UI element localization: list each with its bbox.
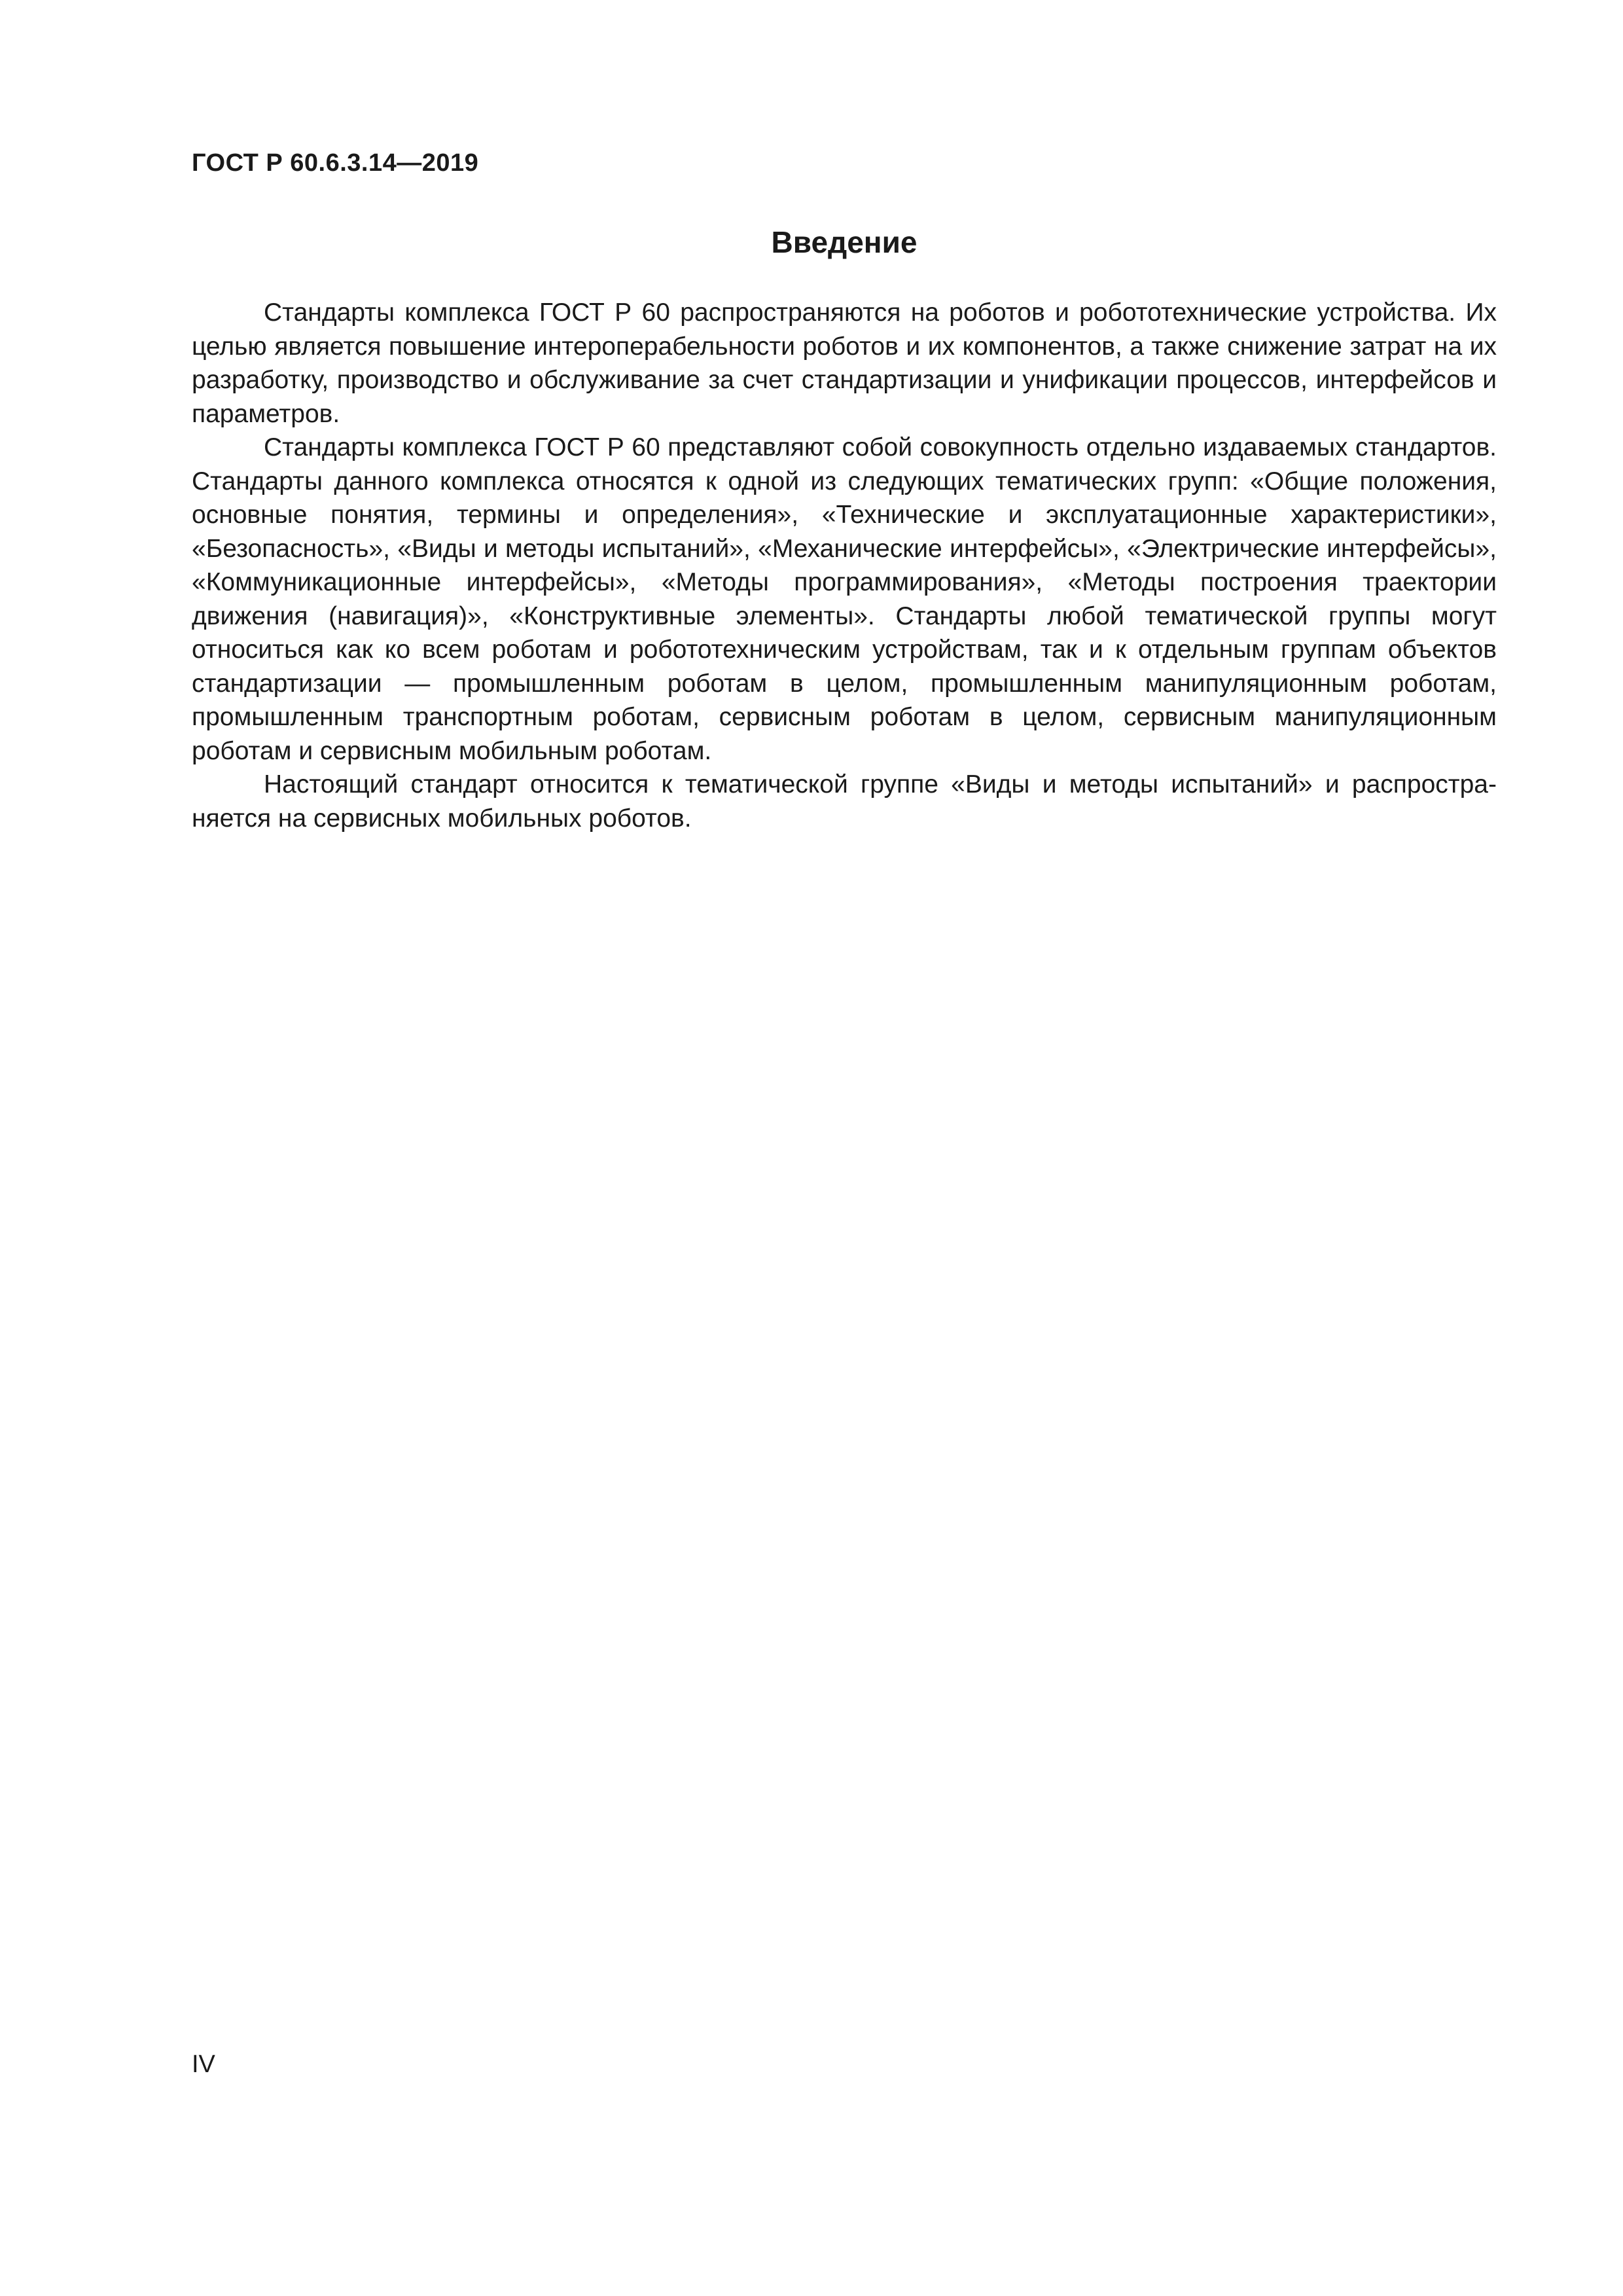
page-number: IV (192, 2051, 215, 2078)
paragraph-2: Стандарты комплекса ГОСТ Р 60 представляют собой совокупность отдельно издаваемых стандартов. Стандарты данного комплекса относятся к одной из следующих тематических групп: «Общие положения, основные понятия, термины и определения», «Технические и эксплуатационные характеристики», «Безопасность», «Виды и методы испытаний», «Механические интерфейсы», «Электрические интерфейсы», «Коммуникационные интерфейсы», «Методы программирования», «Методы построения траектории движения (навигация)», «Конструктивные элементы». Стандарты любой тематической группы могут относиться как ко всем роботам и робототехническим устройствам, так и к отдельным группам объектов стандартизации — промышленным роботам в целом, промышленным манипуляционным роботам, промышленным транспортным роботам, сервисным роботам в целом, сервисным манипуляционным роботам и сервисным мобильным роботам. (192, 433, 1497, 765)
body-text (192, 296, 1497, 835)
paragraph-1: Стандарты комплекса ГОСТ Р 60 распространяются на роботов и робототехнические устройства. Их целью является повышение интероперабельности роботов и их компонентов, а также снижение затрат на их разработку, производство и обслуживание за счет стандартизации и унификации процессов, интерфейсов и параметров. (192, 298, 1497, 428)
document-code: ГОСТ Р 60.6.3.14—2019 (192, 149, 479, 177)
paragraph-3: Настоящий стандарт относится к тематической группе «Виды и методы испытаний» и распространяется на сервисных мобильных роботов. (192, 770, 1497, 833)
section-title: Введение (771, 225, 918, 259)
